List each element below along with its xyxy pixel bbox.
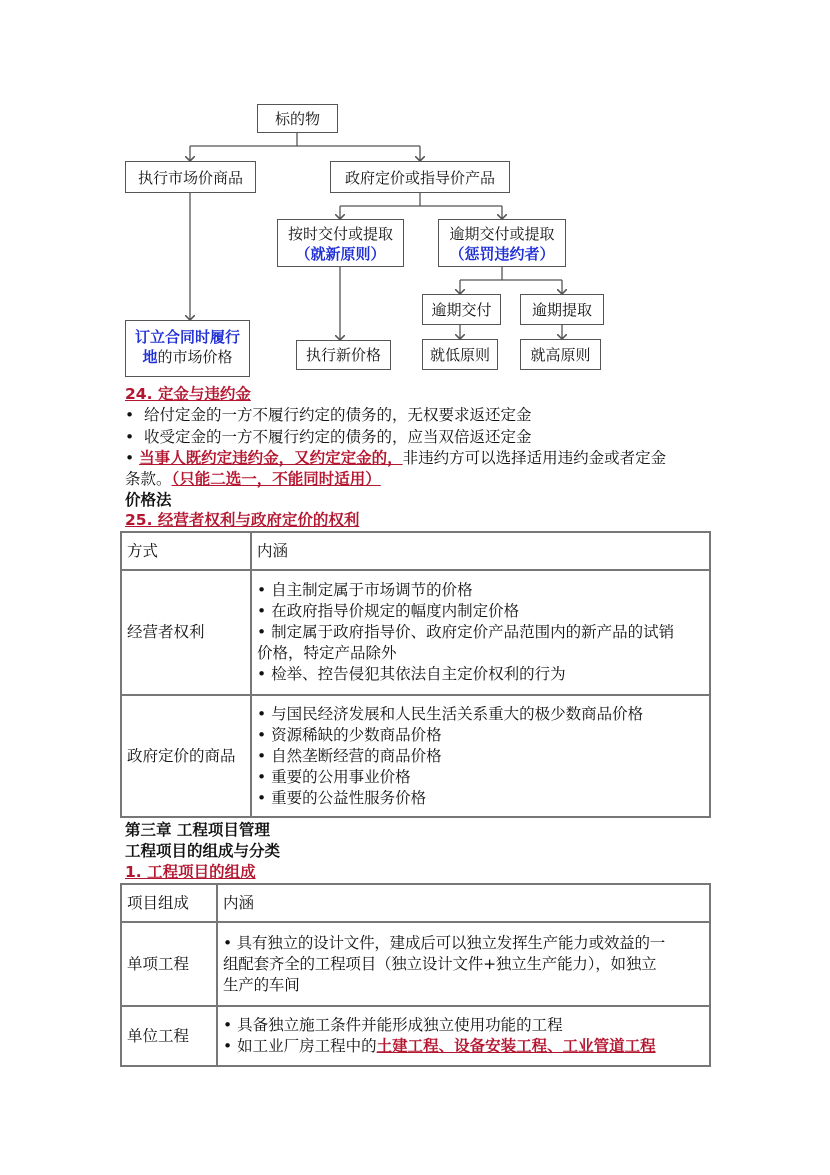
price-law-heading: 价格法	[125, 491, 172, 509]
sec25-row2-label: 政府定价的商品	[121, 695, 251, 817]
node-overdue-pickup-label: 逾期提取	[531, 301, 592, 319]
subheading: 工程项目的组成与分类	[125, 842, 281, 860]
sec24-bullet-2-text: 收受定金的一方不履行约定的债务的，应当双倍返还定金	[144, 428, 532, 446]
list-item: • 重要的公用事业价格	[257, 767, 411, 786]
node-gov-goods	[330, 161, 510, 193]
sec25-heading: 25. 经营者权利与政府定价的权利	[125, 511, 360, 529]
table-row	[121, 1006, 710, 1066]
sec25-col1-header: 方式	[121, 532, 251, 570]
node-ontime	[277, 219, 404, 267]
table-row	[121, 922, 710, 1006]
node-overdue-title: 逾期交付或提取	[449, 225, 555, 243]
list-item: • 在政府指导价规定的幅度内制定价格	[257, 602, 520, 620]
list-item: • 重要的公益性服务价格	[257, 788, 427, 807]
sec1-col2-header: 内涵	[217, 884, 710, 922]
sec24-bullet-3-line2-text: 条款。	[125, 470, 172, 488]
sec25-table	[120, 531, 711, 818]
node-contract-place-rest: 的市场价格	[157, 348, 233, 366]
node-new-price	[296, 340, 391, 370]
list-item: • 资源稀缺的少数商品价格	[257, 725, 442, 744]
list-item-continuation	[223, 954, 704, 975]
sec1-row2-label: 单位工程	[121, 1006, 217, 1066]
sec25-col2-header: 内涵	[251, 532, 710, 570]
list-item-text: 重要的公益性服务价格	[271, 788, 427, 807]
list-item: • 与国民经济发展和人民生活关系重大的极少数商品价格	[257, 704, 644, 723]
sec24-heading: 24. 定金与违约金	[125, 385, 251, 403]
sec1-heading: 1. 工程项目的组成	[125, 863, 256, 881]
node-ontime-rule: （就新原则）	[295, 245, 386, 263]
list-item-text: 与国民经济发展和人民生活关系重大的极少数商品价格	[271, 704, 644, 723]
list-item-text: 生产的车间	[223, 975, 300, 994]
list-item-text: 具有独立的设计文件，建成后可以独立发挥生产能力或效益的一	[236, 933, 666, 952]
node-high-rule	[520, 339, 601, 370]
node-low-rule-label: 就低原则	[429, 346, 490, 364]
node-overdue	[438, 219, 566, 267]
list-item: • 制定属于政府指导价、政府定价产品范围内的新产品的试销	[257, 623, 675, 641]
table-row	[121, 695, 710, 817]
sec1-row1-label: 单项工程	[121, 922, 217, 1006]
sec24-bullet-3: • 当事人既约定违约金，又约定定金的，非违约方可以选择适用违约金或者定金	[125, 449, 667, 467]
node-root-label: 标的物	[274, 110, 320, 128]
list-item: • 如工业厂房工程中的土建工程、设备安装工程、工业管道工程	[223, 1037, 656, 1055]
sec24-bullet-3-line2	[125, 469, 381, 490]
sec24-bullet-3-note: （只能二选一，不能同时适用）	[171, 470, 381, 488]
list-item: • 自然垄断经营的商品价格	[257, 746, 442, 765]
list-item-continuation	[223, 975, 704, 996]
list-item-text: 在政府指导价规定的幅度内制定价格	[271, 602, 520, 620]
sec1-table	[120, 883, 711, 1067]
node-new-price-label: 执行新价格	[305, 346, 381, 364]
list-item-text: 制定属于政府指导价、政府定价产品范围内的新产品的试销	[271, 623, 675, 641]
node-overdue-pickup	[520, 294, 604, 325]
sec1-col1-header: 项目组成	[121, 884, 217, 922]
sec1-row1-content	[217, 922, 710, 1006]
node-root	[257, 104, 338, 133]
table-row	[121, 532, 710, 570]
list-item-text: 重要的公用事业价格	[271, 767, 411, 786]
table-row	[121, 884, 710, 922]
sec24-bullet-3-red: 当事人既约定违约金，又约定定金的，	[139, 449, 403, 467]
table-row	[121, 570, 710, 695]
sec24-bullet-2: • 收受定金的一方不履行约定的债务的，应当双倍返还定金	[125, 428, 532, 446]
node-low-rule	[422, 339, 498, 370]
node-market-goods-label: 执行市场价商品	[137, 169, 243, 187]
sec24-bullet-1: • 给付定金的一方不履行约定的债务的，无权要求返还定金	[125, 406, 532, 424]
list-item: • 自主制定属于市场调节的价格	[257, 581, 473, 599]
list-item: • 具有独立的设计文件，建成后可以独立发挥生产能力或效益的一	[223, 933, 666, 952]
list-item-text: 资源稀缺的少数商品价格	[271, 725, 442, 744]
list-item-text: 检举、控告侵犯其依法自主定价权利的行为	[271, 665, 566, 683]
sec25-row1-content	[251, 570, 710, 695]
sec1-row2-content	[217, 1006, 710, 1066]
list-item: • 具备独立施工条件并能形成独立使用功能的工程	[223, 1016, 563, 1034]
list-item-text: 自然垄断经营的商品价格	[271, 746, 442, 765]
node-gov-goods-label: 政府定价或指导价产品	[344, 169, 495, 187]
node-contract-place-bold: 订立合同时履行地	[134, 328, 240, 366]
list-item-text: 价格，特定产品除外	[257, 644, 397, 662]
list-item-text: 自主制定属于市场调节的价格	[271, 581, 473, 599]
sec25-row2-content	[251, 695, 710, 817]
node-high-rule-label: 就高原则	[530, 346, 591, 364]
list-item-highlight: 土建工程、设备安装工程、工业管道工程	[376, 1037, 656, 1055]
list-item-text: 组配套齐全的工程项目（独立设计文件+独立生产能力），如独立	[223, 954, 657, 973]
list-item-continuation	[257, 643, 704, 664]
chapter-title: 第三章 工程项目管理	[125, 821, 270, 839]
node-overdue-delivery	[422, 294, 501, 325]
sec24-bullet-1-text: 给付定金的一方不履行约定的债务的，无权要求返还定金	[144, 406, 532, 424]
node-ontime-title: 按时交付或提取	[287, 225, 393, 243]
sec24-bullet-3-rest: 非违约方可以选择适用违约金或者定金	[402, 449, 667, 467]
node-contract-place	[125, 320, 250, 377]
sec25-row1-label: 经营者权利	[121, 570, 251, 695]
list-item-text: 具备独立施工条件并能形成独立使用功能的工程	[237, 1016, 563, 1034]
node-overdue-delivery-label: 逾期交付	[431, 301, 492, 319]
node-overdue-rule: （惩罚违约者）	[449, 245, 555, 263]
list-item: • 检举、控告侵犯其依法自主定价权利的行为	[257, 665, 566, 683]
node-market-goods	[125, 161, 256, 193]
list-item-text: 如工业厂房工程中的	[237, 1037, 377, 1055]
